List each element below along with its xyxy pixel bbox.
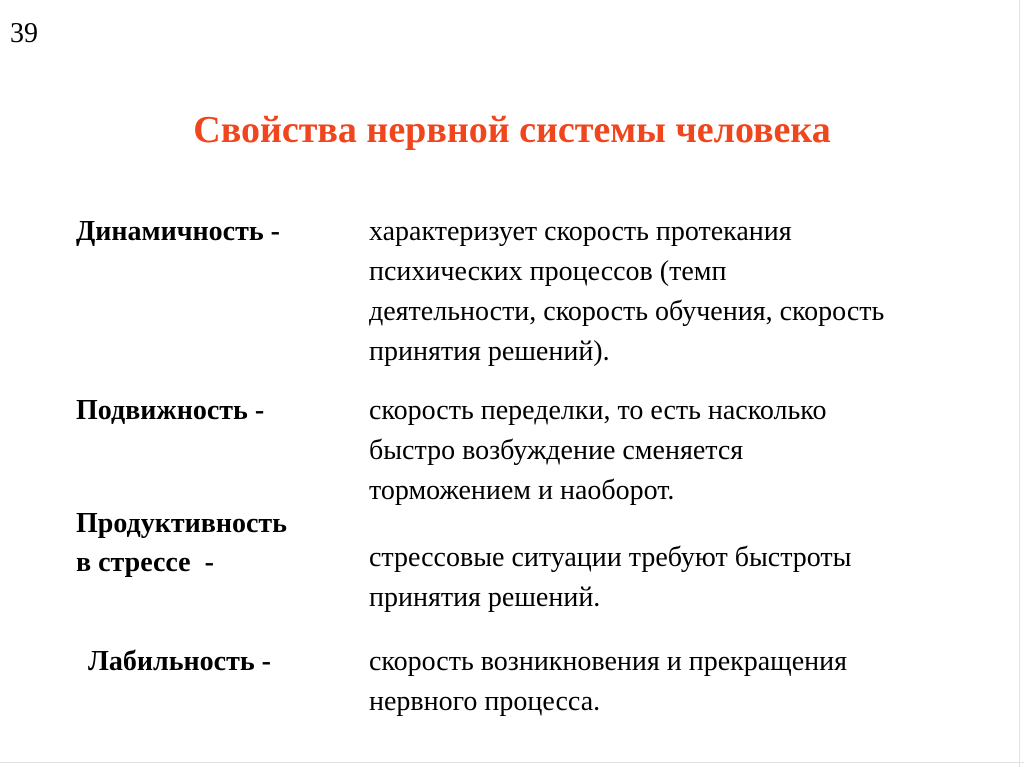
term-line: в стрессе -	[76, 547, 214, 578]
slide-border-bottom	[0, 762, 1024, 763]
description-line: скорость переделки, то есть насколько	[369, 395, 827, 426]
property-description-mobility	[369, 391, 826, 511]
description-line: стрессовые ситуации требуют быстроты	[369, 542, 852, 573]
property-term-mobility: Подвижность -	[76, 395, 265, 426]
description-line: принятия решений.	[369, 582, 601, 613]
slide-title: Свойства нервной системы человека	[193, 109, 831, 151]
description-line: деятельности, скорость обучения, скорость	[369, 296, 885, 327]
description-line: принятия решений).	[369, 336, 610, 367]
description-line: быстро возбуждение сменяется	[369, 435, 744, 466]
description-line: скорость возникновения и прекращения	[369, 646, 847, 677]
description-line: характеризует скорость протекания	[369, 216, 792, 247]
term-line: Продуктивность	[76, 508, 287, 539]
property-description-lability	[369, 642, 847, 722]
description-line: торможением и наоборот.	[369, 475, 675, 506]
description-line: нервного процесса.	[369, 686, 601, 717]
description-line: психических процессов (темп	[369, 256, 727, 287]
property-term-stress-productivity	[76, 504, 287, 582]
property-description-dynamism	[369, 212, 884, 372]
property-description-stress-productivity	[369, 538, 851, 618]
property-term-dynamism: Динамичность -	[76, 216, 280, 247]
property-term-lability: Лабильность -	[88, 646, 271, 677]
slide-number: 39	[10, 18, 38, 49]
